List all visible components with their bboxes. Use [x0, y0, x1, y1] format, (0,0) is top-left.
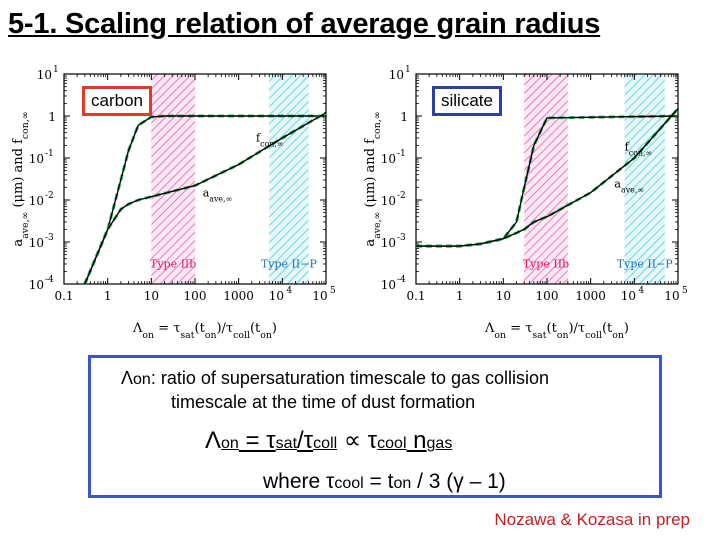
y-axis-label-part: ave,∞ [371, 211, 383, 239]
x-tick-label: 0.1 [54, 289, 74, 303]
y-tick-label: 10 [380, 278, 396, 292]
x-axis-label-part: ) [623, 321, 630, 336]
y-tick-label-exp: -3 [45, 233, 54, 243]
fcon-label-part: con,∞ [628, 148, 653, 158]
x-tick-label: 0.1 [406, 289, 426, 303]
y-tick-label-exp: -4 [397, 275, 406, 285]
region-type-iip [625, 74, 665, 284]
page-title: 5-1. Scaling relation of average grain radius [8, 8, 601, 40]
chart-svg-silicate [360, 62, 705, 342]
y-tick-label: 10 [380, 152, 396, 166]
aave-label-part: ave,∞ [620, 184, 644, 194]
x-axis-label-part: (t [194, 321, 205, 336]
x-axis-label-part: Λ [132, 321, 143, 336]
y-tick-label: 1 [400, 110, 408, 124]
y-tick-label: 10 [28, 278, 44, 292]
x-axis-label [484, 321, 629, 341]
type-iib-label: Type IIb [149, 257, 197, 271]
credit-text: Nozawa & Kozasa in prep [494, 510, 690, 529]
type-iip-label: Type II−P [260, 257, 317, 271]
region-type-iib [524, 74, 568, 284]
y-tick-label-exp: -3 [397, 233, 406, 243]
x-tick-label-exp: 5 [682, 286, 688, 296]
x-tick-label: 10 [312, 289, 328, 303]
material-label-carbon: carbon [82, 86, 152, 116]
y-tick-label: 10 [28, 194, 44, 208]
eq-tau-coll: /τ [297, 427, 314, 454]
x-axis-label-part: on [556, 329, 569, 341]
eq-prop: ∝ τ [337, 427, 378, 454]
chart-svg-carbon [8, 62, 353, 342]
x-tick-label-exp: 5 [330, 286, 336, 296]
definition-line-1 [121, 366, 549, 392]
where-prefix: where τ [263, 470, 335, 493]
x-axis-label-part: Λ [484, 321, 495, 336]
eq-tau-sat-sub: sat [275, 435, 298, 452]
x-axis-label-part: (t [601, 321, 613, 336]
fcon-label-part: con,∞ [260, 138, 284, 148]
y-tick-label: 10 [388, 68, 404, 82]
x-axis-label-part: = τ [154, 321, 181, 336]
where-sub-on: on [393, 475, 412, 492]
y-tick-label: 10 [380, 194, 396, 208]
lambda-symbol: Λ [121, 368, 134, 388]
x-axis-label-part: on [494, 329, 507, 341]
fcon-label-part: f [256, 131, 261, 145]
x-tick-label: 10 [620, 289, 636, 303]
definition-box [88, 355, 662, 498]
aave-label-part: ave,∞ [209, 194, 233, 204]
x-axis-label-part: sat [180, 329, 195, 341]
eq-tau-cool-sub: cool [377, 435, 407, 452]
chart-silicate [360, 62, 705, 342]
x-tick-label: 10 [495, 289, 511, 303]
x-tick-label-exp: 4 [638, 286, 645, 296]
x-axis-label-part: on [142, 329, 155, 341]
y-tick-label-exp: -1 [45, 149, 54, 159]
where-rest: / 3 (γ – 1) [411, 470, 506, 493]
x-axis-label-part: (t [249, 321, 261, 336]
x-tick-label-exp: 4 [286, 286, 293, 296]
x-axis-label-part: ) [271, 321, 278, 336]
eq-n: n [406, 427, 427, 454]
x-tick-label: 10 [664, 289, 680, 303]
y-tick-label-exp: 1 [53, 65, 59, 75]
y-tick-label: 10 [36, 68, 52, 82]
y-axis-label-part: a [11, 238, 26, 247]
region-type-iib [151, 74, 195, 284]
eq-tau-sat: = τ [238, 427, 276, 454]
aave-label-part: a [614, 177, 621, 191]
y-tick-label-exp: -1 [397, 149, 406, 159]
where-clause [263, 470, 506, 494]
y-axis-label-part: a [363, 238, 378, 247]
x-axis-label-part: )/τ [216, 321, 234, 336]
eq-lambda: Λ [205, 427, 222, 454]
y-tick-label: 10 [28, 152, 44, 166]
x-axis-label-part: coll [585, 329, 602, 341]
eq-n-sub: gas [426, 435, 453, 452]
definition-line-2: timescale at the time of dust formation [171, 392, 476, 412]
lambda-sub: on [133, 371, 151, 388]
y-axis-label [363, 111, 383, 246]
x-tick-label: 10 [268, 289, 284, 303]
where-eq: = t [363, 470, 394, 493]
where-sub-cool: cool [334, 475, 364, 492]
y-tick-label-exp: -2 [397, 191, 406, 201]
eq-lambda-sub: on [221, 435, 239, 452]
x-axis-label-part: on [204, 329, 217, 341]
x-axis-label-part: on [260, 329, 272, 341]
x-axis-label-part: on [612, 329, 624, 341]
y-axis-label-part: (μm) and f [363, 139, 378, 212]
x-tick-label: 1 [103, 289, 112, 303]
material-label-silicate: silicate [432, 86, 502, 116]
y-tick-label: 1 [48, 110, 56, 124]
y-tick-label: 10 [380, 236, 396, 250]
x-axis-label-part: = τ [506, 321, 533, 336]
y-axis-label-part: con,∞ [19, 111, 31, 140]
y-axis-label [11, 111, 31, 246]
region-type-iip [269, 74, 308, 284]
x-axis-label-part: sat [532, 329, 547, 341]
y-axis-label-part: (μm) and f [11, 139, 26, 212]
y-tick-label-exp: -2 [45, 191, 54, 201]
aave-label-part: a [202, 186, 210, 200]
x-tick-label: 1000 [223, 289, 254, 303]
scaling-equation [205, 426, 452, 455]
y-axis-label-part: con,∞ [371, 111, 383, 140]
chart-carbon [8, 62, 353, 342]
y-tick-label-exp: 1 [405, 65, 411, 75]
x-tick-label: 10 [143, 289, 159, 303]
x-axis-label [132, 321, 277, 341]
type-iib-label: Type IIb [522, 257, 570, 271]
fcon-label-part: f [624, 140, 629, 154]
eq-tau-coll-sub: coll [313, 435, 338, 452]
x-tick-label: 1 [455, 289, 464, 303]
x-tick-label: 100 [183, 289, 207, 303]
aave-label [203, 187, 233, 204]
definition-text-1: : ratio of supersaturation timescale to gas collision [150, 368, 550, 388]
y-axis-label-part: ave,∞ [19, 211, 31, 239]
x-axis-label-part: )/τ [568, 321, 586, 336]
x-axis-label-part: coll [233, 329, 250, 341]
x-tick-label: 100 [535, 289, 559, 303]
y-tick-label-exp: -4 [45, 275, 54, 285]
x-tick-label: 1000 [575, 289, 606, 303]
x-axis-label-part: (t [546, 321, 557, 336]
type-iip-label: Type II−P [616, 257, 673, 271]
y-tick-label: 10 [28, 236, 44, 250]
